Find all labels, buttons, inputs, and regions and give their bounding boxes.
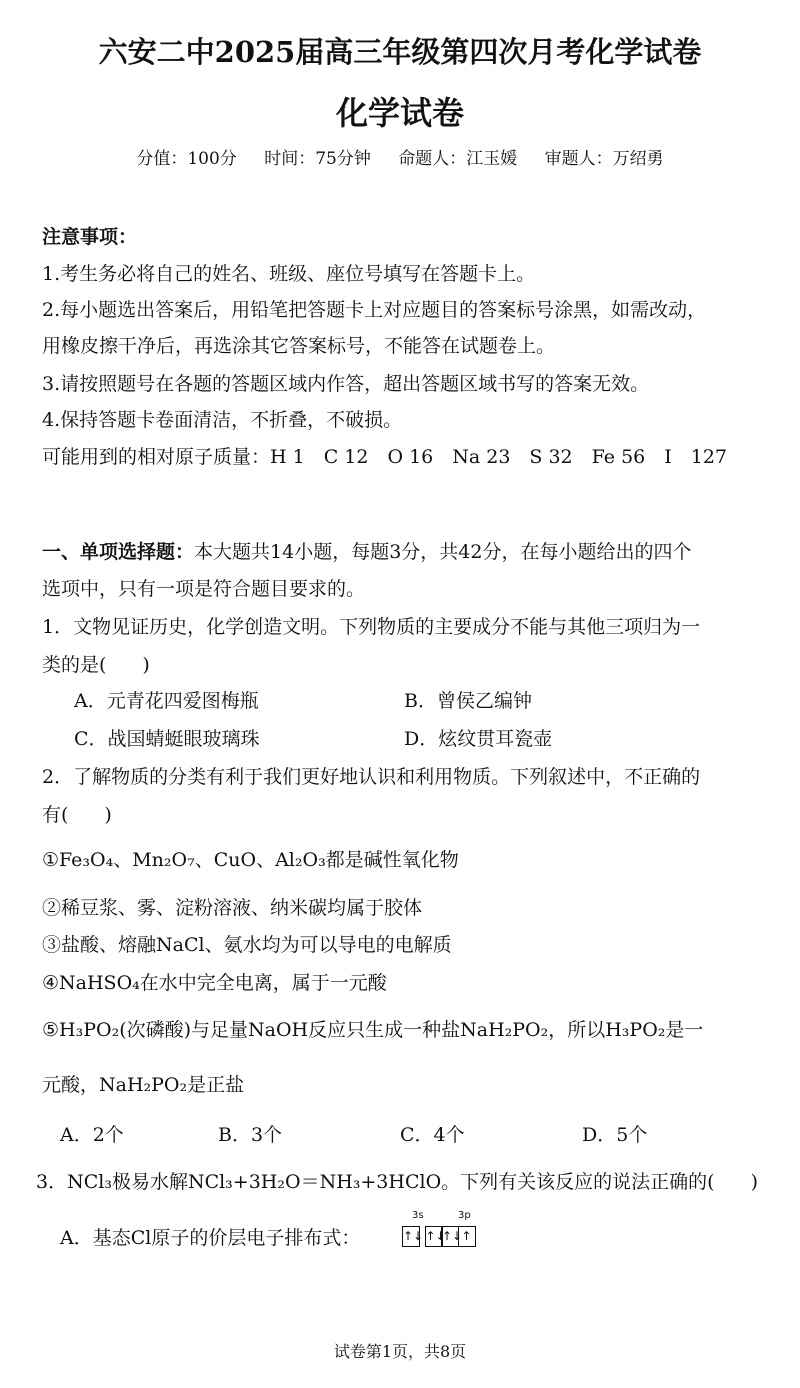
q1-stem: 1．文物见证历史，化学创造文明。下列物质的主要成分不能与其他三项归为一 [42, 616, 701, 638]
q2-statement-4: ④NaHSO₄在水中完全电离，属于一元酸 [42, 972, 387, 994]
q2-option-c: C．4个 [400, 1124, 465, 1146]
reviewer-info: 审题人：万绍勇 [544, 149, 664, 169]
exam-title: 六安二中2025届高三年级第四次月考化学试卷 [98, 35, 702, 69]
orbital-box-3p: ↑ [458, 1226, 476, 1247]
q2-stem-text: 有( [42, 804, 69, 826]
time-info: 时间：75分钟 [264, 149, 371, 169]
q3-option-a: A．基态Cl原子的价层电子排布式： [60, 1227, 361, 1249]
orbital-box-3p: ↑↓ [441, 1226, 459, 1247]
q2-statement-5-cont: 元酸，NaH₂PO₂是正盐 [42, 1074, 245, 1096]
note-item: 用橡皮擦干净后，再选涂其它答案标号，不能答在试题卷上。 [42, 335, 556, 357]
q1-paren-close: ) [142, 654, 150, 676]
q2-stem-cont [42, 800, 112, 827]
note-item: 3.请按照题号在各题的答题区域内作答，超出答题区域书写的答案无效。 [42, 373, 650, 395]
notes-heading: 注意事项： [42, 226, 138, 248]
q1-option-d: D．炫纹贯耳瓷壶 [404, 728, 553, 750]
score-info: 分值：100分 [136, 149, 237, 169]
q2-option-b: B．3个 [218, 1124, 283, 1146]
exam-meta [0, 144, 800, 169]
q2-statement-5: ⑤H₃PO₂(次磷酸)与足量NaOH反应只生成一种盐NaH₂PO₂，所以H₃PO₂是一 [42, 1019, 704, 1041]
q2-option-d: D．5个 [582, 1124, 648, 1146]
q3-stem [36, 1167, 758, 1194]
note-item: 4.保持答题卡卷面清洁，不折叠，不破损。 [42, 409, 403, 431]
section-desc-cont: 选项中，只有一项是符合题目要求的。 [42, 578, 366, 600]
q2-statement-3: ③盐酸、熔融NaCl、氨水均为可以导电的电解质 [42, 934, 452, 956]
q1-option-c: C．战国蜻蜓眼玻璃珠 [74, 728, 260, 750]
q2-statement-1: ①Fe₃O₄、Mn₂O₇、CuO、Al₂O₃都是碱性氧化物 [42, 849, 459, 871]
orbital-box-3p: ↑↓ [425, 1226, 443, 1247]
orbital-label-3s: 3s [412, 1210, 424, 1221]
page-footer: 试卷第1页，共8页 [333, 1342, 467, 1361]
exam-subtitle: 化学试卷 [335, 94, 464, 132]
section-heading [42, 537, 691, 564]
note-item: 2.每小题选出答案后，用铅笔把答题卡上对应题目的答案标号涂黑，如需改动， [42, 299, 707, 321]
q1-stem-text: 类的是( [42, 654, 107, 676]
q2-paren-close: ) [104, 804, 112, 826]
q1-option-b: B．曾侯乙编钟 [404, 690, 532, 712]
q1-stem-cont [42, 650, 150, 677]
setter-info: 命题人：江玉媛 [398, 149, 518, 169]
q2-statement-2: ②稀豆浆、雾、淀粉溶液、纳米碳均属于胶体 [42, 897, 423, 919]
q2-option-a: A．2个 [60, 1124, 124, 1146]
q2-stem: 2．了解物质的分类有利于我们更好地认识和利用物质。下列叙述中，不正确的 [42, 766, 701, 788]
q3-paren-close: ) [750, 1171, 758, 1193]
section-title: 一、单项选择题： [42, 541, 195, 563]
q3-stem-text: 3．NCl₃极易水解NCl₃+3H₂O＝NH₃+3HClO。下列有关该反应的说法正确的( [36, 1171, 715, 1193]
note-item: 1.考生务必将自己的姓名、班级、座位号填写在答题卡上。 [42, 263, 536, 285]
orbital-box-3s: ↑↓ [402, 1226, 420, 1247]
orbital-label-3p: 3p [458, 1210, 471, 1221]
section-desc: 本大题共14小题，每题3分，共42分，在每小题给出的四个 [194, 541, 692, 563]
q1-option-a: A．元青花四爱图梅瓶 [74, 690, 259, 712]
atomic-masses: 可能用到的相对原子质量：H 1 C 12 O 16 Na 23 S 32 Fe 56 I 127 [42, 446, 728, 468]
